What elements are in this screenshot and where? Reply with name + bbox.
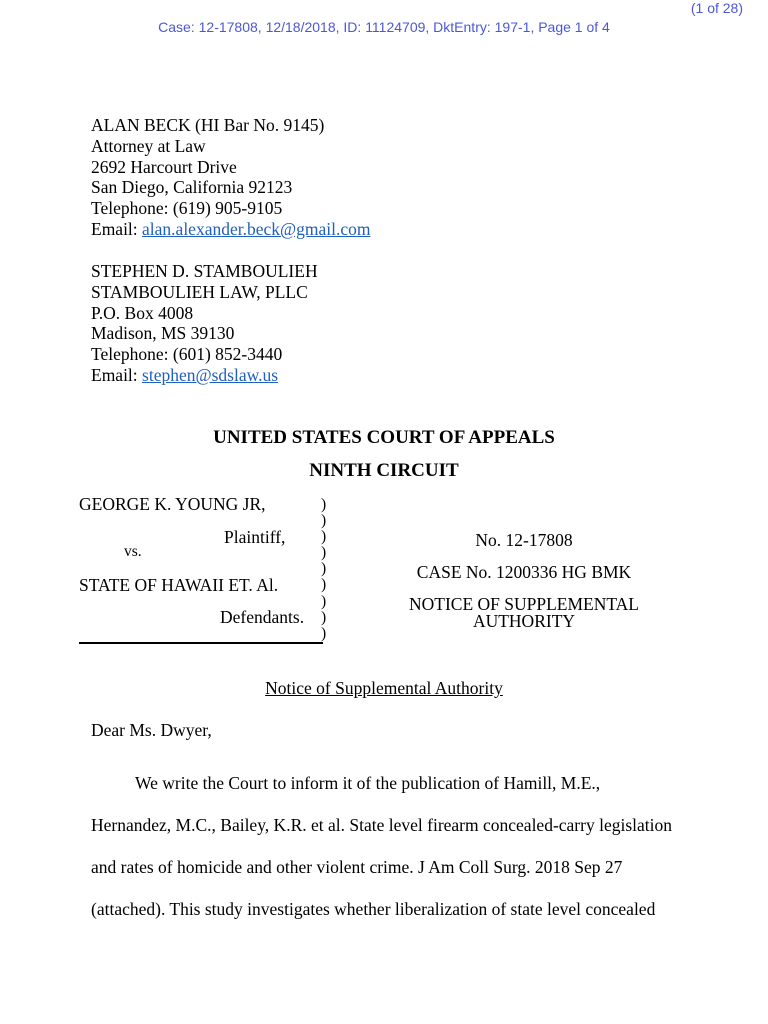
- paren: ): [321, 576, 327, 594]
- paren: ): [321, 544, 327, 562]
- plaintiff-role: Plaintiff,: [224, 527, 286, 547]
- attorney-block-beck: [91, 115, 370, 240]
- email-link-beck[interactable]: alan.alexander.beck@gmail.com: [142, 218, 371, 239]
- page-count: (1 of 28): [690, 0, 743, 16]
- body-paragraph: [91, 762, 691, 930]
- paren: ): [321, 624, 327, 642]
- document-title-line2: AUTHORITY: [472, 611, 576, 631]
- email-label: Email:: [91, 218, 143, 239]
- paren: ): [321, 560, 327, 578]
- paren: ): [321, 512, 327, 530]
- paren: ): [321, 592, 327, 610]
- circuit-name: NINTH CIRCUIT: [309, 460, 459, 481]
- district-case-number: CASE No. 1200336 HG BMK: [416, 562, 632, 582]
- paren: ): [321, 496, 327, 513]
- notice-title: Notice of Supplemental Authority: [265, 678, 503, 698]
- appeal-case-number: No. 12-17808: [475, 530, 573, 550]
- attorney-city: Madison, MS 39130: [91, 323, 235, 344]
- versus-label: vs.: [124, 543, 142, 560]
- body-line: We write the Court to inform it of the publication of Hamill, M.E.,: [135, 773, 601, 793]
- attorney-phone: Telephone: (619) 905-9105: [91, 198, 283, 219]
- attorney-street: 2692 Harcourt Drive: [91, 156, 237, 177]
- caption-divider: [79, 642, 323, 644]
- attorney-po-box: P.O. Box 4008: [91, 302, 194, 323]
- plaintiff-name: GEORGE K. YOUNG JR,: [79, 494, 266, 514]
- attorney-email-line: [91, 219, 370, 240]
- paren: ): [321, 608, 327, 626]
- body-line: Hernandez, M.C., Bailey, K.R. et al. State level firearm concealed-carry legislation: [91, 815, 672, 835]
- attorney-name: ALAN BECK (HI Bar No. 9145): [91, 115, 325, 135]
- attorney-email-line: [91, 365, 318, 386]
- email-label: Email:: [91, 364, 143, 385]
- body-line: (attached). This study investigates whether liberalization of state level concealed: [91, 899, 656, 919]
- body-line: and rates of homicide and other violent crime. J Am Coll Surg. 2018 Sep 27: [91, 857, 623, 877]
- court-name: UNITED STATES COURT OF APPEALS: [213, 427, 555, 448]
- attorney-city: San Diego, California 92123: [91, 177, 293, 198]
- paren: ): [321, 528, 327, 546]
- caption-parentheses: [321, 497, 326, 642]
- email-link-stamboulieh[interactable]: stephen@sdslaw.us: [142, 364, 279, 385]
- attorney-name: STEPHEN D. STAMBOULIEH: [91, 261, 318, 281]
- attorney-title: Attorney at Law: [91, 135, 206, 156]
- salutation: Dear Ms. Dwyer,: [91, 720, 212, 740]
- case-header-stamp: Case: 12-17808, 12/18/2018, ID: 11124709, DktEntry: 197-1, Page 1 of 4: [158, 19, 610, 35]
- attorney-block-stamboulieh: [91, 261, 318, 386]
- defendant-role: Defendants.: [220, 607, 305, 627]
- document-title-line1: NOTICE OF SUPPLEMENTAL: [409, 594, 639, 614]
- attorney-firm: STAMBOULIEH LAW, PLLC: [91, 281, 308, 302]
- attorney-phone: Telephone: (601) 852-3440: [91, 344, 283, 365]
- defendant-name: STATE OF HAWAII ET. Al.: [79, 575, 279, 595]
